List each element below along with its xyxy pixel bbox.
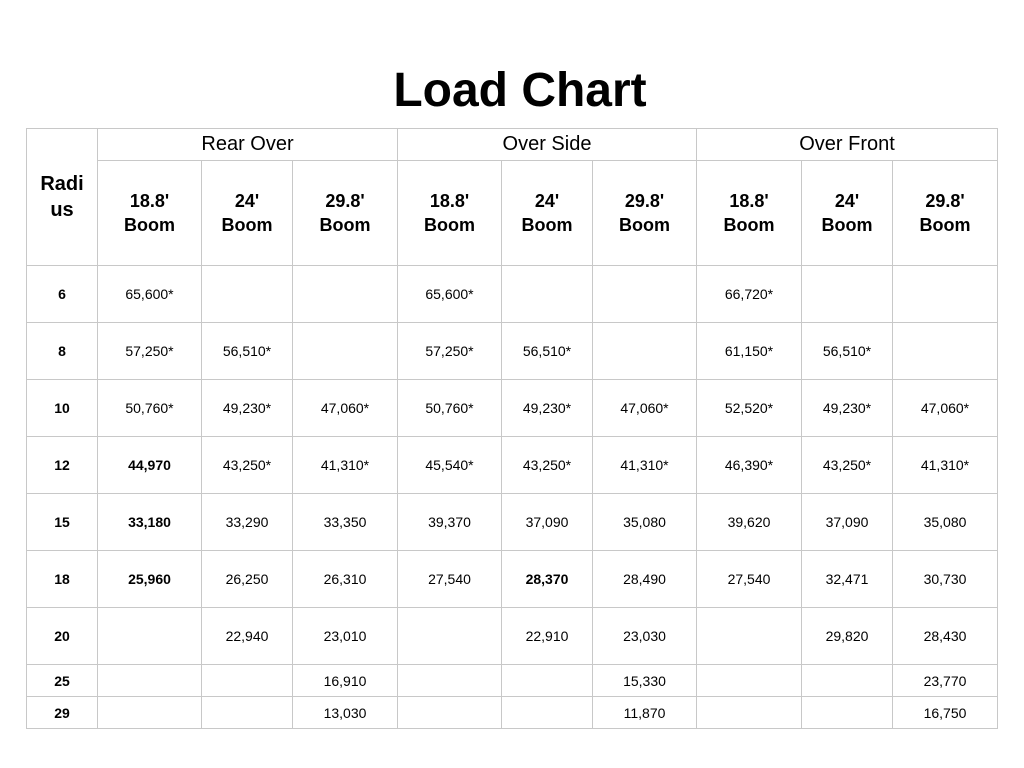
load-cell	[502, 266, 593, 323]
load-cell: 43,250*	[202, 437, 293, 494]
group-header-rear-over: Rear Over	[98, 129, 398, 161]
boom-header	[802, 161, 893, 266]
load-cell	[697, 697, 802, 729]
boom-header	[502, 161, 593, 266]
load-cell: 23,030	[593, 608, 697, 665]
load-cell: 16,750	[893, 697, 998, 729]
load-cell	[893, 266, 998, 323]
load-cell: 49,230*	[502, 380, 593, 437]
radius-header-line2: us	[50, 199, 74, 221]
radius-header-line1: Radi	[40, 173, 84, 195]
boom-label: Boom	[723, 215, 775, 235]
radius-cell: 12	[27, 437, 98, 494]
table-row	[27, 551, 998, 608]
radius-header	[27, 129, 98, 266]
load-cell	[293, 323, 398, 380]
load-cell: 35,080	[593, 494, 697, 551]
boom-length: 18.8'	[129, 191, 170, 211]
boom-header	[98, 161, 202, 266]
load-cell: 66,720*	[697, 266, 802, 323]
table-row	[27, 665, 998, 697]
load-cell	[502, 697, 593, 729]
load-cell: 50,760*	[98, 380, 202, 437]
group-header-over-side: Over Side	[398, 129, 697, 161]
load-cell: 13,030	[293, 697, 398, 729]
load-cell: 27,540	[398, 551, 502, 608]
load-cell	[202, 697, 293, 729]
load-cell	[893, 323, 998, 380]
boom-length: 29.8'	[624, 191, 665, 211]
table-row	[27, 494, 998, 551]
boom-label: Boom	[919, 215, 971, 235]
boom-header	[293, 161, 398, 266]
load-cell: 35,080	[893, 494, 998, 551]
load-cell: 29,820	[802, 608, 893, 665]
radius-cell: 20	[27, 608, 98, 665]
page-title: Load Chart	[393, 64, 647, 117]
load-cell	[802, 697, 893, 729]
radius-cell: 8	[27, 323, 98, 380]
boom-label: Boom	[424, 215, 475, 235]
load-cell: 46,390*	[697, 437, 802, 494]
boom-length: 29.8'	[325, 191, 365, 211]
load-cell	[98, 608, 202, 665]
load-cell: 43,250*	[502, 437, 593, 494]
boom-header	[893, 161, 998, 266]
boom-label: Boom	[124, 215, 175, 235]
boom-header	[593, 161, 697, 266]
group-header-row	[27, 129, 998, 161]
load-cell: 41,310*	[593, 437, 697, 494]
load-cell: 57,250*	[398, 323, 502, 380]
boom-header	[202, 161, 293, 266]
load-cell: 43,250*	[802, 437, 893, 494]
load-cell: 33,350	[293, 494, 398, 551]
boom-header-row	[27, 161, 998, 266]
radius-cell: 18	[27, 551, 98, 608]
boom-length: 24'	[234, 191, 260, 211]
load-cell: 56,510*	[502, 323, 593, 380]
boom-length: 18.8'	[729, 191, 769, 211]
load-table-body	[27, 266, 998, 729]
load-cell: 28,370	[502, 551, 593, 608]
table-row	[27, 437, 998, 494]
boom-label: Boom	[319, 215, 371, 235]
table-row	[27, 608, 998, 665]
load-cell: 11,870	[593, 697, 697, 729]
load-cell: 52,520*	[697, 380, 802, 437]
load-cell: 56,510*	[202, 323, 293, 380]
load-cell: 47,060*	[593, 380, 697, 437]
boom-label: Boom	[619, 215, 670, 235]
load-cell: 41,310*	[893, 437, 998, 494]
load-cell: 22,940	[202, 608, 293, 665]
load-cell: 50,760*	[398, 380, 502, 437]
table-row	[27, 380, 998, 437]
load-cell: 49,230*	[802, 380, 893, 437]
load-cell	[593, 323, 697, 380]
load-cell	[593, 266, 697, 323]
load-cell: 39,370	[398, 494, 502, 551]
load-cell	[697, 608, 802, 665]
load-cell: 26,310	[293, 551, 398, 608]
load-cell	[293, 266, 398, 323]
load-cell: 56,510*	[802, 323, 893, 380]
load-cell: 47,060*	[893, 380, 998, 437]
load-cell: 23,010	[293, 608, 398, 665]
load-cell: 22,910	[502, 608, 593, 665]
load-cell	[98, 665, 202, 697]
boom-header	[697, 161, 802, 266]
table-row	[27, 323, 998, 380]
load-cell: 44,970	[98, 437, 202, 494]
boom-label: Boom	[521, 215, 573, 235]
load-cell: 33,290	[202, 494, 293, 551]
boom-length: 18.8'	[429, 191, 470, 211]
load-chart-table	[26, 128, 998, 729]
load-cell: 25,960	[98, 551, 202, 608]
load-cell: 49,230*	[202, 380, 293, 437]
load-cell: 27,540	[697, 551, 802, 608]
load-cell	[202, 665, 293, 697]
load-cell: 61,150*	[697, 323, 802, 380]
load-cell: 65,600*	[398, 266, 502, 323]
load-cell	[398, 665, 502, 697]
load-cell: 41,310*	[293, 437, 398, 494]
load-cell	[802, 665, 893, 697]
load-cell: 39,620	[697, 494, 802, 551]
load-cell: 65,600*	[98, 266, 202, 323]
load-cell: 32,471	[802, 551, 893, 608]
radius-cell: 10	[27, 380, 98, 437]
radius-cell: 15	[27, 494, 98, 551]
load-cell: 47,060*	[293, 380, 398, 437]
load-cell	[802, 266, 893, 323]
table-row	[27, 266, 998, 323]
radius-cell: 25	[27, 665, 98, 697]
boom-label: Boom	[821, 215, 873, 235]
load-cell: 28,490	[593, 551, 697, 608]
load-cell: 33,180	[98, 494, 202, 551]
load-cell	[502, 665, 593, 697]
radius-cell: 6	[27, 266, 98, 323]
radius-cell: 29	[27, 697, 98, 729]
load-cell: 30,730	[893, 551, 998, 608]
boom-length: 24'	[534, 191, 560, 211]
load-cell	[98, 697, 202, 729]
boom-length: 24'	[834, 191, 860, 211]
load-cell: 16,910	[293, 665, 398, 697]
load-cell: 15,330	[593, 665, 697, 697]
load-cell: 37,090	[802, 494, 893, 551]
load-cell: 37,090	[502, 494, 593, 551]
table-row	[27, 697, 998, 729]
load-cell	[697, 665, 802, 697]
load-cell: 57,250*	[98, 323, 202, 380]
load-cell	[202, 266, 293, 323]
load-cell: 45,540*	[398, 437, 502, 494]
boom-length: 29.8'	[925, 191, 965, 211]
boom-label: Boom	[221, 215, 273, 235]
load-cell: 26,250	[202, 551, 293, 608]
group-header-over-front: Over Front	[697, 129, 998, 161]
boom-header	[398, 161, 502, 266]
load-cell	[398, 608, 502, 665]
load-cell: 23,770	[893, 665, 998, 697]
load-cell	[398, 697, 502, 729]
load-cell: 28,430	[893, 608, 998, 665]
